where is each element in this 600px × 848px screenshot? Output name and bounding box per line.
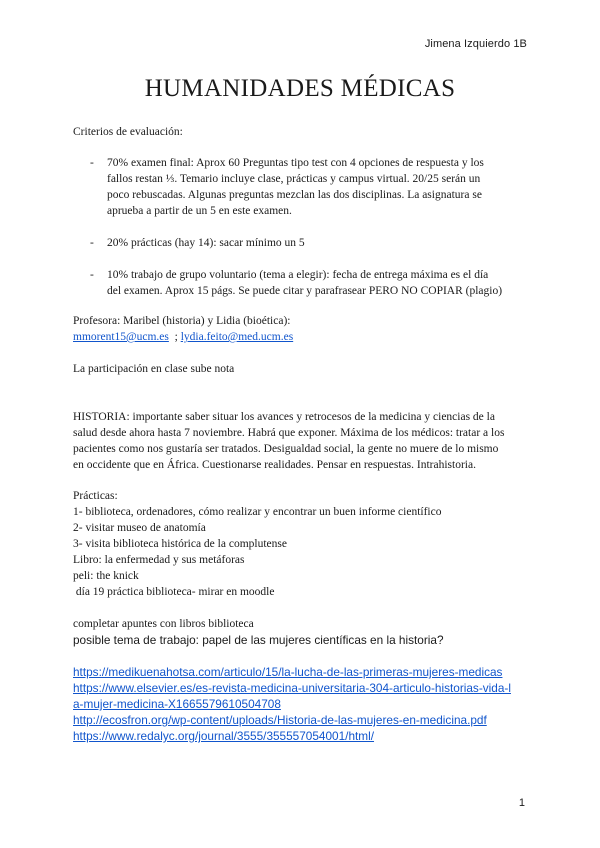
link-redalyc[interactable]: https://www.redalyc.org/journal/3555/355557054001/html/: [73, 729, 375, 743]
criteria-item-line: fallos restan ⅓. Temario incluye clase, prácticas y campus virtual. 20/25 serán un: [107, 173, 481, 185]
professors-block: [73, 313, 533, 345]
professors-emails: [73, 329, 533, 345]
bullet-dash: -: [90, 237, 94, 249]
page-number: 1: [518, 797, 525, 809]
practicas-heading: Prácticas:: [73, 490, 118, 502]
practicas-line: 1- biblioteca, ordenadores, cómo realizar y encontrar un buen informe científico: [73, 506, 442, 518]
criteria-list: [90, 155, 520, 315]
criteria-item-line: del examen. Aprox 15 págs. Se puede citar y parafrasear PERO NO COPIAR (plagio): [107, 285, 503, 297]
criteria-item-line: aprueba a partir de un 5 en este examen.: [107, 205, 292, 217]
history-block: [73, 409, 543, 473]
criteria-heading: Criterios de evaluación:: [73, 126, 183, 138]
criteria-item: [90, 267, 520, 299]
history-line: salud desde ahora hasta 7 noviembre. Habrá que exponer. Máxima de los médicos: tratar a los: [73, 427, 505, 439]
history-line: HISTORIA: importante saber situar los avances y retrocesos de la medicina y ciencias de la: [73, 411, 495, 423]
link-ecosfron[interactable]: http://ecosfron.org/wp-content/uploads/Historia-de-las-mujeres-en-medicina.pdf: [73, 713, 487, 727]
criteria-item: [90, 235, 520, 251]
work-topic: posible tema de trabajo: papel de las mujeres científicas en la historia?: [73, 633, 444, 647]
link-medikuenahotsa[interactable]: https://medikuenahotsa.com/articulo/15/la-lucha-de-las-primeras-mujeres-medicas: [73, 665, 503, 679]
practicas-line: 2- visitar museo de anatomía: [73, 522, 206, 534]
email-link-lidia[interactable]: lydia.feito@med.ucm.es: [180, 331, 294, 343]
link-elsevier-cont[interactable]: a-mujer-medicina-X1665579610504708: [73, 697, 281, 711]
history-line: en occidente que en África. Cuestionarse realidades. Pensar en respuestas. Intrahistoria.: [73, 459, 476, 471]
page-title: HUMANIDADES MÉDICAS: [144, 75, 456, 102]
participation-note: La participación en clase sube nota: [73, 363, 235, 375]
professors-line: Profesora: Maribel (historia) y Lidia (bioética):: [73, 315, 291, 327]
practicas-block: [73, 488, 533, 600]
link-elsevier[interactable]: https://www.elsevier.es/es-revista-medicina-universitaria-304-articulo-historias-vida-l: [73, 681, 511, 695]
criteria-item-line: poco rebuscadas. Algunas preguntas mezclan las dos disciplinas. La asignatura se: [107, 189, 482, 201]
complete-notes: completar apuntes con libros biblioteca: [73, 618, 254, 630]
links-block: [73, 664, 553, 744]
practicas-line: Libro: la enfermedad y sus metáforas: [73, 554, 245, 566]
author-header: Jimena Izquierdo 1B: [424, 38, 527, 50]
practicas-line: peli: the knick: [73, 570, 139, 582]
criteria-item-line: 70% examen final: Aprox 60 Preguntas tipo test con 4 opciones de respuesta y los: [107, 157, 484, 169]
email-link-maribel[interactable]: mmorent15@ucm.es: [73, 331, 169, 343]
criteria-item-line: 20% prácticas (hay 14): sacar mínimo un 5: [107, 237, 305, 249]
practicas-line: día 19 práctica biblioteca- mirar en moodle: [73, 586, 275, 598]
criteria-item-line: 10% trabajo de grupo voluntario (tema a elegir): fecha de entrega máxima es el día: [107, 269, 489, 281]
practicas-line: 3- visita biblioteca histórica de la complutense: [73, 538, 287, 550]
criteria-item: [90, 155, 520, 219]
history-line: pacientes como nos gustaría ser tratados. Desigualdad social, la gente no muere de lo mismo: [73, 443, 499, 455]
email-separator: ;: [168, 331, 178, 343]
bullet-dash: -: [90, 157, 94, 169]
bullet-dash: -: [90, 269, 94, 281]
